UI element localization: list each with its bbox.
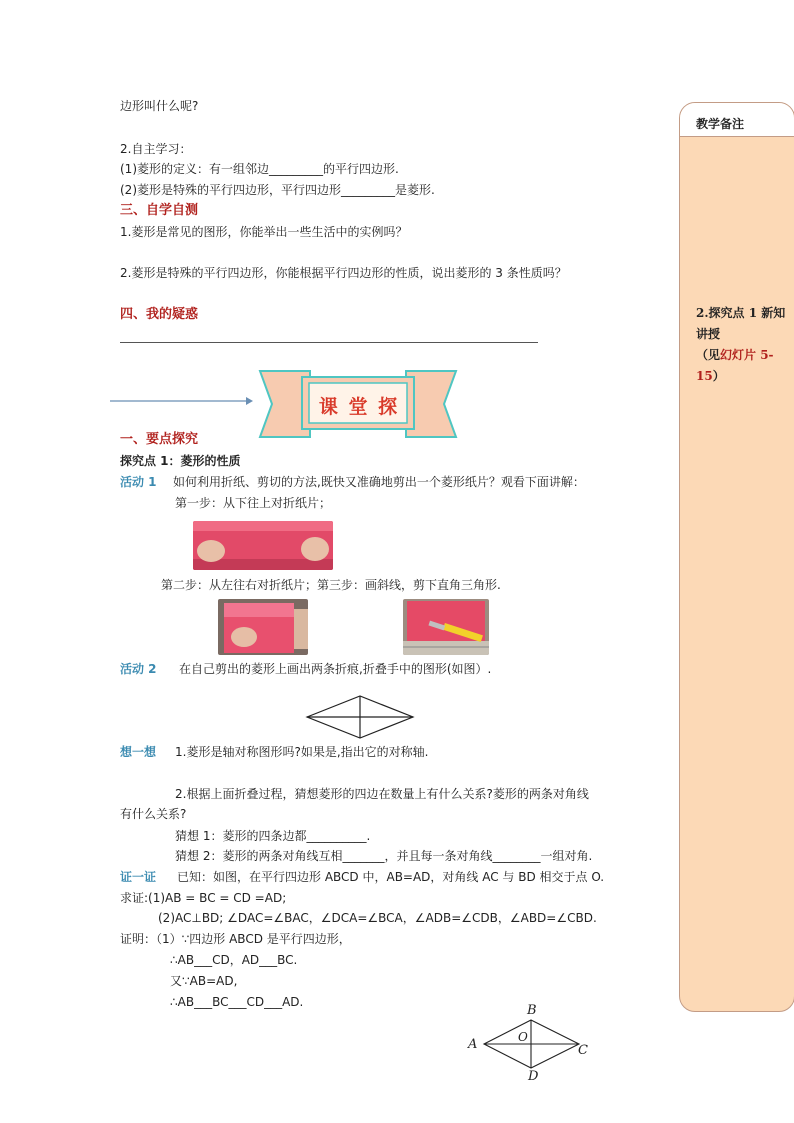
sidebar-note	[696, 303, 790, 387]
think-text: 1.菱形是轴对称图形吗?如果是,指出它的对称轴.	[175, 745, 429, 759]
section-heading: 四、我的疑惑	[120, 307, 199, 322]
note-text: （见	[696, 348, 721, 362]
think-text: 有什么关系?	[120, 807, 187, 821]
think-label: 想一想	[120, 745, 157, 759]
activity-text: 如何利用折纸、剪切的方法,既快又准确地剪出一个菱形纸片？观看下面讲解：	[173, 475, 585, 489]
section-heading: 一、要点探究	[120, 432, 199, 447]
text-line: (2)菱形是特殊的平行四边形，平行四边形_________是菱形.	[120, 183, 435, 197]
subsection-heading: 探究点 1：菱形的性质	[120, 454, 241, 468]
vertex-label-b: B	[527, 1003, 537, 1018]
activity-text: 在自己剪出的菱形上画出两条折痕,折叠手中的图形(如图）.	[179, 662, 492, 676]
proof-line: ∴AB___BC___CD___AD.	[170, 995, 304, 1009]
sidebar-header	[680, 103, 794, 137]
folding-photo	[218, 599, 308, 655]
text-line: 2.自主学习：	[120, 142, 192, 156]
cutting-photo	[403, 599, 489, 655]
note-text: 2.探究点 1 新知讲授	[696, 306, 786, 341]
sidebar-title: 教学备注	[696, 117, 745, 131]
proof-statement: (2)AC⊥BD; ∠DAC=∠BAC，∠DCA=∠BCA，∠ADB=∠CDB，∠ABD=∠CBD.	[158, 911, 597, 925]
activity-label: 活动 1	[120, 475, 157, 489]
vertex-label-o: O	[518, 1030, 528, 1044]
question: 1.菱形是常见的图形，你能举出一些生活中的实例吗？	[120, 225, 408, 239]
teaching-notes-sidebar	[679, 102, 794, 1012]
vertex-label-c: C	[578, 1043, 588, 1058]
step-text: 第一步：从下往上对折纸片；	[175, 496, 332, 510]
vertex-label-d: D	[528, 1069, 539, 1084]
arrow-right-icon	[108, 394, 254, 408]
prove-label: 证一证	[120, 870, 157, 884]
proof-line: 证明：（1）∵四边形 ABCD 是平行四边形，	[120, 932, 351, 946]
activity-label: 活动 2	[120, 662, 157, 676]
text-line: 边形叫什么呢?	[120, 99, 199, 113]
answer-line	[120, 342, 538, 343]
proof-line: 又∵AB=AD,	[170, 974, 238, 988]
note-text: ）	[712, 369, 725, 383]
banner-title: 课 堂 探	[318, 396, 400, 418]
section-heading: 三、自学自测	[120, 203, 199, 218]
folding-photo	[193, 521, 333, 570]
proof-statement: 求证:(1)AB = BC = CD =AD;	[120, 891, 287, 905]
question: 2.菱形是特殊的平行四边形，你能根据平行四边形的性质，说出菱形的 3 条性质吗？	[120, 266, 567, 280]
rhombus-figure	[305, 694, 415, 740]
step-text: 第二步：从左往右对折纸片；第三步：画斜线，剪下直角三角形.	[161, 578, 501, 592]
guess-text: 猜想 2：菱形的两条对角线互相_______，并且每一条对角线________一组对角.	[175, 849, 593, 863]
prove-text: 已知：如图，在平行四边形 ABCD 中，AB=AD，对角线 AC 与 BD 相交于点 O.	[177, 870, 605, 884]
think-text: 2.根据上面折叠过程，猜想菱形的四边在数量上有什么关系?菱形的两条对角线	[175, 787, 589, 801]
text-line: (1)菱形的定义：有一组邻边_________的平行四边形.	[120, 162, 399, 176]
vertex-label-a: A	[468, 1037, 478, 1052]
note-slide-ref: 幻灯片 5-15	[696, 348, 774, 383]
proof-line: ∴AB___CD，AD___BC.	[170, 953, 298, 967]
guess-text: 猜想 1：菱形的四条边都__________.	[175, 829, 371, 843]
